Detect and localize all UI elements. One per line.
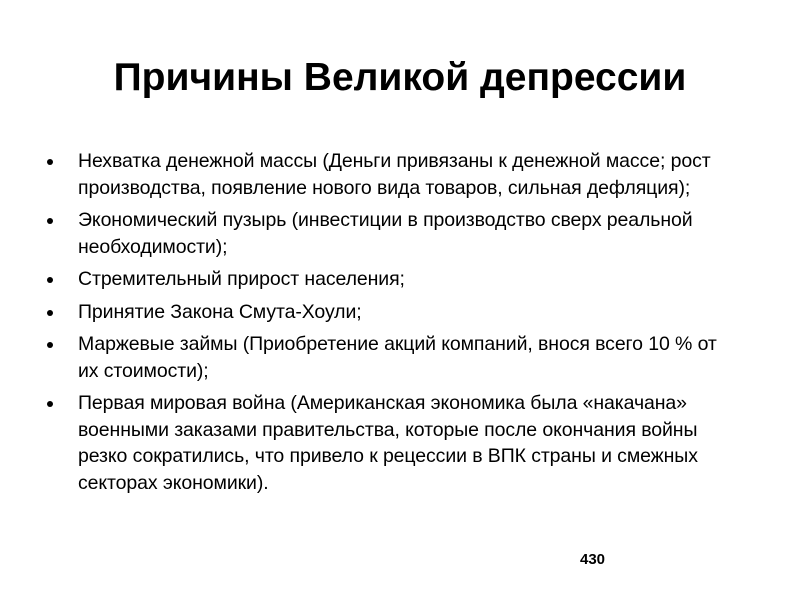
page-number: 430: [580, 551, 606, 568]
bullet-text: Стремительный прирост населения;: [78, 268, 405, 290]
bullet-dot-icon: [47, 218, 53, 224]
bullet-dot-icon: [47, 401, 53, 407]
bullet-text: Маржевые займы (Приобретение акций компаний, внося всего 10 % от их стоимости);: [78, 333, 717, 382]
bullet-dot-icon: [47, 342, 53, 348]
slide-title: Причины Великой депрессии: [113, 56, 687, 99]
bullet-text: Принятие Закона Смута-Хоули;: [78, 300, 362, 323]
bullet-list: [40, 148, 740, 502]
bullet-text: Нехватка денежной массы (Деньги привязаны к денежной массе; рост производства, появление нового вида товаров, сильная дефляция);: [78, 150, 711, 199]
bullet-item: [40, 390, 740, 496]
bullet-item: [40, 207, 740, 260]
bullet-text: Экономический пузырь (инвестиции в производство сверх реальной необходимости);: [78, 209, 693, 258]
bullet-dot-icon: [47, 277, 53, 283]
bullet-text: Первая мировая война (Американская экономика была «накачана» военными заказами правительства, которые после окончания войны резко сократились, что привело к рецессии в ВПК страны и смежных секторах экономики).: [78, 392, 698, 494]
bullet-item: [40, 331, 740, 384]
bullet-item: [40, 148, 740, 201]
bullet-dot-icon: [47, 159, 53, 165]
bullet-item: [40, 299, 740, 326]
bullet-item: [40, 266, 740, 293]
bullet-dot-icon: [47, 310, 53, 316]
